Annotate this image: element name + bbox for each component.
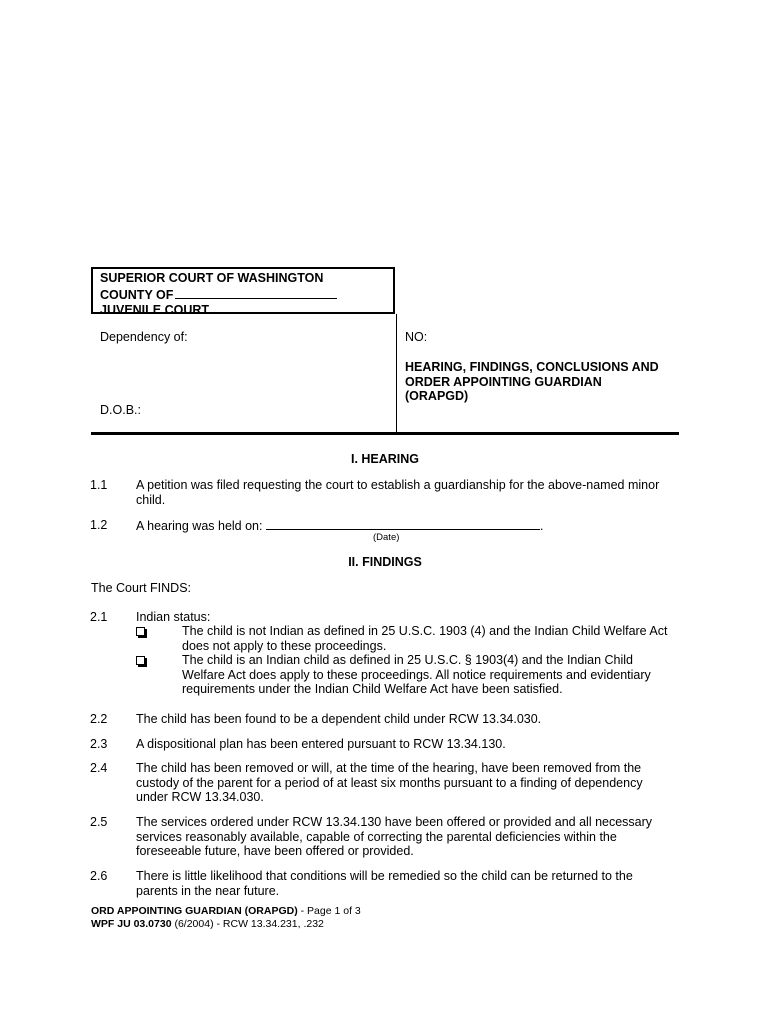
footer-form-name: ORD APPOINTING GUARDIAN (ORAPGD) xyxy=(91,905,298,917)
indian-status-label: Indian status: xyxy=(136,610,211,624)
para-line: There is little likelihood that conditions will be remedied so the child can be returned to the xyxy=(136,869,633,883)
section-heading-hearing: I. HEARING xyxy=(350,452,420,466)
para-line: The child has been removed or will, at the time of the hearing, have been removed from the xyxy=(136,761,642,775)
para-number: 2.5 xyxy=(90,815,108,829)
para-line: parents in the near future. xyxy=(136,883,280,898)
court-name: SUPERIOR COURT OF WASHINGTON xyxy=(100,271,324,285)
checkbox-text-not-indian xyxy=(182,624,667,653)
para-line: Welfare Act does apply to these proceedings. All notice requirements and evidentiary xyxy=(182,667,651,682)
court-finds-intro: The Court FINDS: xyxy=(91,581,192,595)
county-line xyxy=(100,287,393,304)
para-line: under RCW 13.34.030. xyxy=(136,790,264,804)
para-line: custody of the parent for a period of at least six months pursuant to a finding of dependency xyxy=(136,775,643,790)
para-number: 2.1 xyxy=(90,610,108,624)
footer-rcw: (6/2004) - RCW 13.34.231, .232 xyxy=(171,918,324,930)
para-line: The child is not Indian as defined in 25 U.S.C. 1903 (4) and the Indian Child Welfare Act xyxy=(182,624,668,638)
hearing-date-blank xyxy=(266,518,540,530)
title-line: (ORAPGD) xyxy=(405,389,469,403)
para-number: 1.2 xyxy=(90,518,108,532)
caption-bottom-rule xyxy=(91,432,679,435)
footer-wpf-code: WPF JU 03.0730 xyxy=(91,918,172,930)
date-caption: (Date) xyxy=(373,532,400,543)
para-number: 1.1 xyxy=(90,478,108,492)
para-line: The services ordered under RCW 13.34.130 have been offered or provided and all necessary xyxy=(136,815,653,829)
period: . xyxy=(539,519,544,533)
title-line: ORDER APPOINTING GUARDIAN xyxy=(405,374,602,389)
county-label: COUNTY OF xyxy=(100,287,174,302)
checkbox-text-indian-child xyxy=(182,653,651,697)
para-line: The child has been found to be a dependent child under RCW 13.34.030. xyxy=(136,712,542,726)
county-blank xyxy=(175,287,337,299)
para-2-4 xyxy=(136,761,676,805)
para-line: requirements under the Indian Child Welfare Act have been satisfied. xyxy=(182,682,563,696)
para-number: 2.3 xyxy=(90,737,108,751)
dependency-of-label: Dependency of: xyxy=(100,330,188,344)
case-number-label: NO: xyxy=(405,330,428,344)
para-line: A petition was filed requesting the court to establish a guardianship for the above-named minor xyxy=(136,478,660,492)
para-number: 2.4 xyxy=(90,761,108,775)
checkbox-indian-child[interactable] xyxy=(136,656,145,665)
checkbox-not-indian[interactable] xyxy=(136,627,145,636)
para-line: A dispositional plan has been entered pursuant to RCW 13.34.130. xyxy=(136,737,506,751)
dob-label: D.O.B.: xyxy=(100,403,141,417)
juvenile-court-label: JUVENILE COURT xyxy=(100,303,210,317)
caption-divider xyxy=(396,314,397,433)
para-2-5 xyxy=(136,815,676,859)
hearing-date-label: A hearing was held on: xyxy=(136,519,263,533)
court-caption-box xyxy=(91,267,395,317)
footer-page-number: - Page 1 of 3 xyxy=(297,905,361,917)
footer-form-title xyxy=(91,905,361,917)
para-line: child. xyxy=(136,492,166,507)
footer-form-code xyxy=(91,918,324,930)
title-line: HEARING, FINDINGS, CONCLUSIONS AND xyxy=(405,360,659,374)
para-number: 2.2 xyxy=(90,712,108,726)
para-line: The child is an Indian child as defined in 25 U.S.C. § 1903(4) and the Indian Child xyxy=(182,653,633,667)
para-line: foreseeable future, have been offered or provided. xyxy=(136,844,414,858)
document-title xyxy=(405,360,680,404)
para-1-1 xyxy=(136,478,676,507)
para-2-2 xyxy=(136,712,676,727)
section-heading-findings: II. FINDINGS xyxy=(348,555,422,569)
para-2-6 xyxy=(136,869,676,898)
para-1-2 xyxy=(136,518,676,534)
para-line: does not apply to these proceedings. xyxy=(182,638,387,653)
para-2-3 xyxy=(136,737,676,752)
para-line: services reasonably available, capable of correcting the parental deficiencies within the xyxy=(136,829,617,844)
para-number: 2.6 xyxy=(90,869,108,883)
